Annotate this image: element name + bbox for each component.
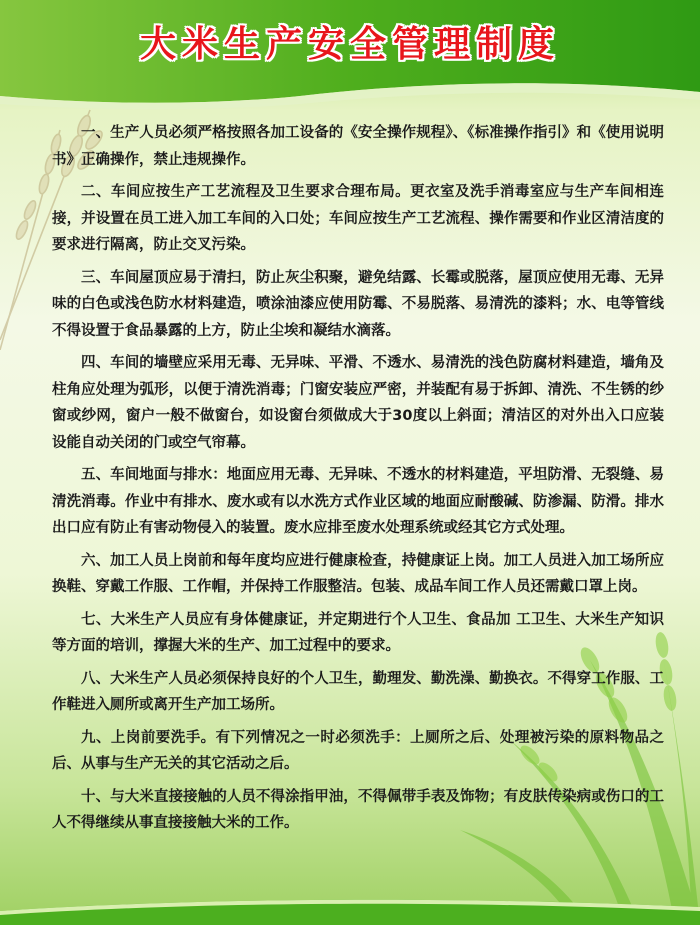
regulation-item-1: 一、生产人员必须严格按照各加工设备的《安全操作规程》、《标准操作指引》和《使用说明书》正确操作，禁止违规操作。 bbox=[52, 125, 664, 168]
footer-green-band bbox=[0, 885, 700, 925]
regulation-item-2: 二、车间应按生产工艺流程及卫生要求合理布局。更衣室及洗手消毒室应与生产车间相连接，并设置在员工进入加工车间的入口处；车间应按生产工艺流程、操作需要和作业区清洁度的要求进行隔离，防止交叉污染。 bbox=[52, 184, 664, 253]
regulation-content bbox=[52, 120, 664, 843]
regulation-item-10: 十、与大米直接接触的人员不得涂指甲油，不得佩带手表及饰物；有皮肤传染病或伤口的工人不得继续从事直接接触大米的工作。 bbox=[52, 788, 664, 831]
page-title: 大米生产安全管理制度 bbox=[139, 24, 560, 65]
regulation-item-8: 八、大米生产人员必须保持良好的个人卫生，勤理发、勤洗澡、勤换衣。不得穿工作服、工作鞋进入厕所或离开生产加工场所。 bbox=[52, 670, 664, 713]
regulation-item-5: 五、车间地面与排水：地面应用无毒、无异味、不透水的材料建造，平坦防滑、无裂缝、易清洗消毒。作业中有排水、废水或有以水洗方式作业区域的地面应耐酸碱、防渗漏、防滑。排水出口应有防止有害动物侵入的装置。废水应排至废水处理系统或经其它方式处理。 bbox=[52, 467, 664, 536]
regulation-item-7: 七、大米生产人员应有身体健康证，并定期进行个人卫生、食品加 工卫生、大米生产知识等方面的培训，撑握大米的生产、加工过程中的要求。 bbox=[52, 611, 664, 654]
regulation-item-6: 六、加工人员上岗前和每年度均应进行健康检查，持健康证上岗。加工人员进入加工场所应换鞋、穿戴工作服、工作帽，并保持工作服整洁。包装、成品车间工作人员还需戴口罩上岗。 bbox=[52, 552, 664, 595]
regulation-item-9: 九、上岗前要洗手。有下列情况之一时必须洗手：上厕所之后、处理被污染的原料物品之后、从事与生产无关的其它活动之后。 bbox=[52, 729, 664, 772]
regulation-item-3: 三、车间屋顶应易于清扫，防止灰尘积聚，避免结露、长霉或脱落，屋顶应使用无毒、无异味的白色或浅色防水材料建造，喷涂油漆应使用防霉、不易脱落、易清洗的漆料；水、电等管线不得设置于食品暴露的上方，防止尘埃和凝结水滴落。 bbox=[52, 269, 664, 339]
regulation-item-4: 四、车间的墙壁应采用无毒、无异味、平滑、不透水、易清洗的浅色防腐材料建造，墙角及柱角应处理为弧形，以便于清洗消毒；门窗安装应严密，并装配有易于拆卸、清洗、不生锈的纱窗或纱网，窗户一般不做窗台，如设窗台须做成大于30度以上斜面；清洁区的对外出入口应装设能自动关闭的门或空气帘幕。 bbox=[52, 355, 664, 451]
